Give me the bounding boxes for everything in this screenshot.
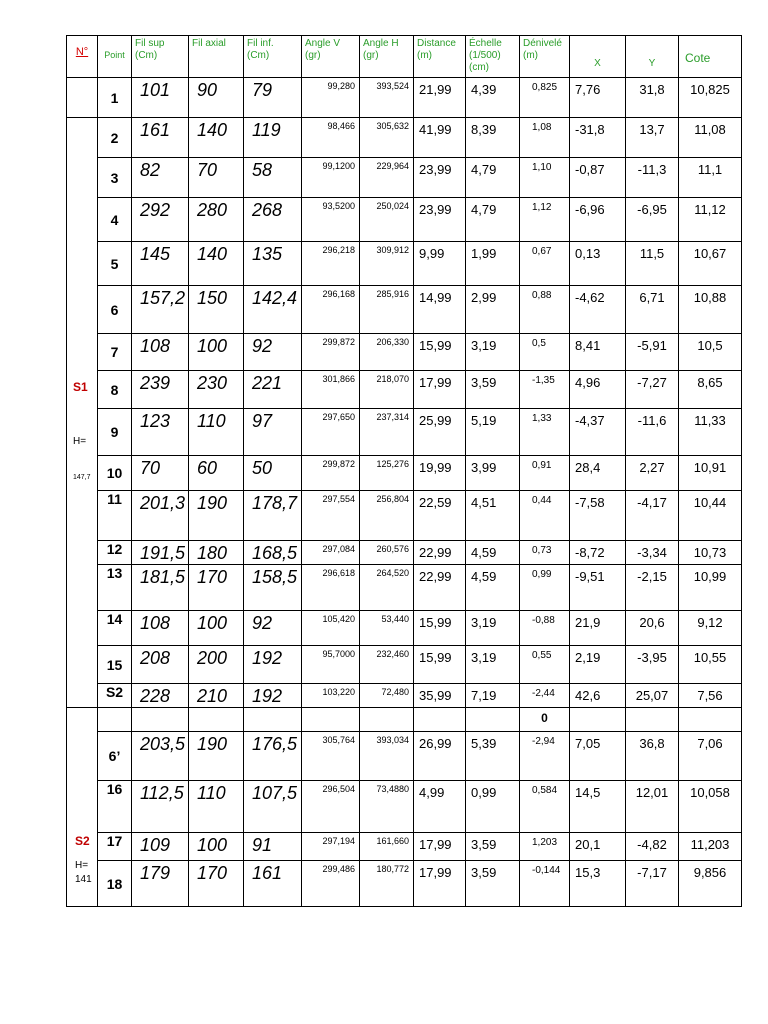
echelle-cell: 8,39 bbox=[466, 118, 520, 158]
distance-cell: 19,99 bbox=[414, 456, 466, 491]
angle-h-cell: 264,520 bbox=[360, 565, 414, 611]
denivele-cell: 0,91 bbox=[520, 456, 570, 491]
fil-sup-cell: 108 bbox=[132, 611, 189, 646]
point-cell: 7 bbox=[98, 334, 132, 371]
distance-cell: 17,99 bbox=[414, 861, 466, 907]
y-cell: -3,34 bbox=[626, 541, 679, 565]
point-cell: 16 bbox=[98, 781, 132, 833]
angle-v-cell: 301,866 bbox=[302, 371, 360, 409]
angle-h-cell: 72,480 bbox=[360, 684, 414, 708]
y-cell: -5,91 bbox=[626, 334, 679, 371]
header-x: X bbox=[570, 36, 626, 78]
fil-inf-cell: 91 bbox=[244, 833, 302, 861]
angle-v-cell: 297,194 bbox=[302, 833, 360, 861]
denivele-cell: 1,08 bbox=[520, 118, 570, 158]
distance-cell: 22,99 bbox=[414, 565, 466, 611]
point-cell: 6’ bbox=[98, 732, 132, 781]
angle-v-cell: 98,466 bbox=[302, 118, 360, 158]
cote-cell: 10,058 bbox=[679, 781, 742, 833]
echelle-cell: 3,19 bbox=[466, 611, 520, 646]
cote-cell: 10,44 bbox=[679, 491, 742, 541]
fil-axial-cell: 230 bbox=[189, 371, 244, 409]
fil-inf-cell: 50 bbox=[244, 456, 302, 491]
fil-axial-cell: 200 bbox=[189, 646, 244, 684]
station-s2-height-label: H= bbox=[75, 859, 89, 871]
y-cell: -4,17 bbox=[626, 491, 679, 541]
fil-axial-cell: 280 bbox=[189, 198, 244, 242]
header-distance: Distance (m) bbox=[414, 36, 466, 78]
echelle-cell: 4,59 bbox=[466, 541, 520, 565]
denivele-cell: -0,88 bbox=[520, 611, 570, 646]
y-cell: -7,17 bbox=[626, 861, 679, 907]
denivele-cell: -2,94 bbox=[520, 732, 570, 781]
cote-cell: 11,1 bbox=[679, 158, 742, 198]
y-cell: 11,5 bbox=[626, 242, 679, 286]
denivele-cell: 1,203 bbox=[520, 833, 570, 861]
y-cell: 2,27 bbox=[626, 456, 679, 491]
cote-cell: 10,99 bbox=[679, 565, 742, 611]
echelle-cell: 3,19 bbox=[466, 646, 520, 684]
empty-cell bbox=[679, 708, 742, 732]
fil-sup-cell: 108 bbox=[132, 334, 189, 371]
point-cell: S2 bbox=[98, 684, 132, 708]
x-cell: 20,1 bbox=[570, 833, 626, 861]
fil-inf-cell: 142,4 bbox=[244, 286, 302, 334]
cote-cell: 11,12 bbox=[679, 198, 742, 242]
table-row bbox=[67, 861, 742, 907]
fil-axial-cell: 140 bbox=[189, 118, 244, 158]
cote-cell: 10,91 bbox=[679, 456, 742, 491]
y-cell: -4,82 bbox=[626, 833, 679, 861]
point-cell: 4 bbox=[98, 198, 132, 242]
angle-v-cell: 296,168 bbox=[302, 286, 360, 334]
angle-v-cell: 296,504 bbox=[302, 781, 360, 833]
x-cell: 21,9 bbox=[570, 611, 626, 646]
fil-axial-cell: 90 bbox=[189, 78, 244, 118]
x-cell: 42,6 bbox=[570, 684, 626, 708]
table-row bbox=[67, 78, 742, 118]
y-cell: 36,8 bbox=[626, 732, 679, 781]
y-cell: -7,27 bbox=[626, 371, 679, 409]
x-cell: 14,5 bbox=[570, 781, 626, 833]
distance-cell: 22,59 bbox=[414, 491, 466, 541]
echelle-cell: 3,59 bbox=[466, 861, 520, 907]
fil-sup-cell: 208 bbox=[132, 646, 189, 684]
table-row bbox=[67, 456, 742, 491]
x-cell: 15,3 bbox=[570, 861, 626, 907]
x-cell: 7,76 bbox=[570, 78, 626, 118]
header-fil-sup: Fil sup (Cm) bbox=[132, 36, 189, 78]
distance-cell: 21,99 bbox=[414, 78, 466, 118]
y-cell: -11,6 bbox=[626, 409, 679, 456]
fil-axial-cell: 170 bbox=[189, 861, 244, 907]
fil-axial-cell: 180 bbox=[189, 541, 244, 565]
angle-h-cell: 232,460 bbox=[360, 646, 414, 684]
echelle-cell: 4,79 bbox=[466, 158, 520, 198]
point-cell: 14 bbox=[98, 611, 132, 646]
angle-v-cell: 99,1200 bbox=[302, 158, 360, 198]
table-row bbox=[67, 198, 742, 242]
denivele-cell: -0,144 bbox=[520, 861, 570, 907]
y-cell: 31,8 bbox=[626, 78, 679, 118]
distance-cell: 15,99 bbox=[414, 334, 466, 371]
echelle-cell: 4,79 bbox=[466, 198, 520, 242]
cote-cell: 9,12 bbox=[679, 611, 742, 646]
angle-h-cell: 73,4880 bbox=[360, 781, 414, 833]
y-cell: -2,15 bbox=[626, 565, 679, 611]
denivele-cell: 0,44 bbox=[520, 491, 570, 541]
empty-cell bbox=[626, 708, 679, 732]
point-cell: 9 bbox=[98, 409, 132, 456]
distance-cell: 17,99 bbox=[414, 371, 466, 409]
fil-sup-cell: 292 bbox=[132, 198, 189, 242]
angle-h-cell: 305,632 bbox=[360, 118, 414, 158]
cote-cell: 10,88 bbox=[679, 286, 742, 334]
fil-inf-cell: 92 bbox=[244, 334, 302, 371]
angle-h-cell: 285,916 bbox=[360, 286, 414, 334]
x-cell: 28,4 bbox=[570, 456, 626, 491]
point-cell: 12 bbox=[98, 541, 132, 565]
angle-h-cell: 256,804 bbox=[360, 491, 414, 541]
cote-cell: 11,08 bbox=[679, 118, 742, 158]
fil-axial-cell: 210 bbox=[189, 684, 244, 708]
denivele-cell: -2,44 bbox=[520, 684, 570, 708]
echelle-cell: 2,99 bbox=[466, 286, 520, 334]
echelle-cell: 3,19 bbox=[466, 334, 520, 371]
header-fil-axial: Fil axial bbox=[189, 36, 244, 78]
y-cell: 25,07 bbox=[626, 684, 679, 708]
fil-sup-cell: 112,5 bbox=[132, 781, 189, 833]
x-cell: 8,41 bbox=[570, 334, 626, 371]
fil-sup-cell: 101 bbox=[132, 78, 189, 118]
angle-h-cell: 250,024 bbox=[360, 198, 414, 242]
distance-cell: 15,99 bbox=[414, 646, 466, 684]
distance-cell: 9,99 bbox=[414, 242, 466, 286]
x-cell: -4,62 bbox=[570, 286, 626, 334]
fil-inf-cell: 221 bbox=[244, 371, 302, 409]
angle-v-cell: 296,618 bbox=[302, 565, 360, 611]
angle-v-cell: 105,420 bbox=[302, 611, 360, 646]
table-row bbox=[67, 409, 742, 456]
fil-inf-cell: 158,5 bbox=[244, 565, 302, 611]
fil-inf-cell: 178,7 bbox=[244, 491, 302, 541]
distance-cell: 23,99 bbox=[414, 158, 466, 198]
echelle-cell: 3,99 bbox=[466, 456, 520, 491]
echelle-cell: 0,99 bbox=[466, 781, 520, 833]
separator-value: 0 bbox=[520, 708, 570, 732]
fil-inf-cell: 92 bbox=[244, 611, 302, 646]
header-row bbox=[67, 36, 742, 78]
header-denivele: Dénivelé (m) bbox=[520, 36, 570, 78]
fil-axial-cell: 140 bbox=[189, 242, 244, 286]
fil-sup-cell: 145 bbox=[132, 242, 189, 286]
table-row bbox=[67, 541, 742, 565]
angle-v-cell: 297,554 bbox=[302, 491, 360, 541]
x-cell: -0,87 bbox=[570, 158, 626, 198]
echelle-cell: 4,39 bbox=[466, 78, 520, 118]
denivele-cell: 0,55 bbox=[520, 646, 570, 684]
fil-axial-cell: 100 bbox=[189, 833, 244, 861]
fil-inf-cell: 168,5 bbox=[244, 541, 302, 565]
fil-axial-cell: 60 bbox=[189, 456, 244, 491]
distance-cell: 17,99 bbox=[414, 833, 466, 861]
fil-sup-cell: 161 bbox=[132, 118, 189, 158]
angle-v-cell: 299,872 bbox=[302, 456, 360, 491]
distance-cell: 23,99 bbox=[414, 198, 466, 242]
denivele-cell: 0,67 bbox=[520, 242, 570, 286]
fil-inf-cell: 79 bbox=[244, 78, 302, 118]
angle-h-cell: 125,276 bbox=[360, 456, 414, 491]
fil-sup-cell: 203,5 bbox=[132, 732, 189, 781]
point-cell: 2 bbox=[98, 118, 132, 158]
separator-row bbox=[67, 708, 742, 732]
fil-sup-cell: 179 bbox=[132, 861, 189, 907]
point-cell: 18 bbox=[98, 861, 132, 907]
echelle-cell: 1,99 bbox=[466, 242, 520, 286]
fil-sup-cell: 82 bbox=[132, 158, 189, 198]
point-cell: 3 bbox=[98, 158, 132, 198]
echelle-cell: 7,19 bbox=[466, 684, 520, 708]
fil-sup-cell: 70 bbox=[132, 456, 189, 491]
x-cell: 2,19 bbox=[570, 646, 626, 684]
table-row bbox=[67, 242, 742, 286]
station-s1-height-value: 147,7 bbox=[73, 474, 91, 481]
angle-v-cell: 95,7000 bbox=[302, 646, 360, 684]
echelle-cell: 4,51 bbox=[466, 491, 520, 541]
table-row bbox=[67, 334, 742, 371]
angle-h-cell: 237,314 bbox=[360, 409, 414, 456]
fil-inf-cell: 135 bbox=[244, 242, 302, 286]
fil-inf-cell: 107,5 bbox=[244, 781, 302, 833]
x-cell: -8,72 bbox=[570, 541, 626, 565]
angle-v-cell: 299,486 bbox=[302, 861, 360, 907]
header-cote: Cote bbox=[679, 36, 742, 78]
fil-axial-cell: 190 bbox=[189, 491, 244, 541]
table-row bbox=[67, 158, 742, 198]
fil-axial-cell: 100 bbox=[189, 334, 244, 371]
x-cell: 0,13 bbox=[570, 242, 626, 286]
cote-cell: 9,856 bbox=[679, 861, 742, 907]
y-cell: -6,95 bbox=[626, 198, 679, 242]
angle-h-cell: 180,772 bbox=[360, 861, 414, 907]
distance-cell: 35,99 bbox=[414, 684, 466, 708]
fil-sup-cell: 239 bbox=[132, 371, 189, 409]
table-row bbox=[67, 833, 742, 861]
fil-axial-cell: 190 bbox=[189, 732, 244, 781]
cote-cell: 10,73 bbox=[679, 541, 742, 565]
empty-cell bbox=[360, 708, 414, 732]
point-cell: 10 bbox=[98, 456, 132, 491]
angle-v-cell: 103,220 bbox=[302, 684, 360, 708]
table-row bbox=[67, 371, 742, 409]
x-cell: -7,58 bbox=[570, 491, 626, 541]
y-cell: 12,01 bbox=[626, 781, 679, 833]
station-s2-label: S2 bbox=[75, 833, 90, 848]
table-row bbox=[67, 646, 742, 684]
empty-cell bbox=[466, 708, 520, 732]
angle-v-cell: 296,218 bbox=[302, 242, 360, 286]
empty-cell bbox=[570, 708, 626, 732]
point-cell: 6 bbox=[98, 286, 132, 334]
table-row bbox=[67, 732, 742, 781]
header-angle-h: Angle H (gr) bbox=[360, 36, 414, 78]
cote-cell: 11,33 bbox=[679, 409, 742, 456]
table-row bbox=[67, 781, 742, 833]
angle-h-cell: 218,070 bbox=[360, 371, 414, 409]
denivele-cell: -1,35 bbox=[520, 371, 570, 409]
fil-inf-cell: 119 bbox=[244, 118, 302, 158]
header-echelle: Échelle (1/500) (cm) bbox=[466, 36, 520, 78]
table-row bbox=[67, 684, 742, 708]
distance-cell: 41,99 bbox=[414, 118, 466, 158]
x-cell: -4,37 bbox=[570, 409, 626, 456]
denivele-cell: 1,12 bbox=[520, 198, 570, 242]
cote-cell: 10,5 bbox=[679, 334, 742, 371]
angle-h-cell: 53,440 bbox=[360, 611, 414, 646]
fil-sup-cell: 109 bbox=[132, 833, 189, 861]
fil-inf-cell: 176,5 bbox=[244, 732, 302, 781]
distance-cell: 4,99 bbox=[414, 781, 466, 833]
cote-cell: 7,06 bbox=[679, 732, 742, 781]
cote-cell: 8,65 bbox=[679, 371, 742, 409]
station-s1-height-label: H= bbox=[73, 436, 87, 447]
fil-inf-cell: 192 bbox=[244, 646, 302, 684]
fil-axial-cell: 110 bbox=[189, 409, 244, 456]
table-row bbox=[67, 286, 742, 334]
station-cell bbox=[67, 732, 98, 907]
empty-cell bbox=[132, 708, 189, 732]
denivele-cell: 1,10 bbox=[520, 158, 570, 198]
fil-sup-cell: 201,3 bbox=[132, 491, 189, 541]
echelle-cell: 3,59 bbox=[466, 371, 520, 409]
angle-h-cell: 206,330 bbox=[360, 334, 414, 371]
point-cell: 5 bbox=[98, 242, 132, 286]
fil-inf-cell: 97 bbox=[244, 409, 302, 456]
angle-h-cell: 393,524 bbox=[360, 78, 414, 118]
angle-v-cell: 297,650 bbox=[302, 409, 360, 456]
fil-sup-cell: 157,2 bbox=[132, 286, 189, 334]
header-y: Y bbox=[626, 36, 679, 78]
table-row bbox=[67, 118, 742, 158]
point-cell: 13 bbox=[98, 565, 132, 611]
empty-cell bbox=[414, 708, 466, 732]
fil-axial-cell: 100 bbox=[189, 611, 244, 646]
point-cell: 17 bbox=[98, 833, 132, 861]
point-cell: 1 bbox=[98, 78, 132, 118]
echelle-cell: 5,39 bbox=[466, 732, 520, 781]
denivele-cell: 0,73 bbox=[520, 541, 570, 565]
y-cell: 20,6 bbox=[626, 611, 679, 646]
angle-v-cell: 93,5200 bbox=[302, 198, 360, 242]
empty-cell bbox=[98, 708, 132, 732]
empty-cell bbox=[189, 708, 244, 732]
fil-axial-cell: 170 bbox=[189, 565, 244, 611]
fil-sup-cell: 191,5 bbox=[132, 541, 189, 565]
empty-cell bbox=[302, 708, 360, 732]
point-cell: 11 bbox=[98, 491, 132, 541]
fil-inf-cell: 192 bbox=[244, 684, 302, 708]
echelle-cell: 4,59 bbox=[466, 565, 520, 611]
cote-cell: 11,203 bbox=[679, 833, 742, 861]
denivele-cell: 0,99 bbox=[520, 565, 570, 611]
station-cell bbox=[67, 118, 98, 708]
denivele-cell: 0,584 bbox=[520, 781, 570, 833]
fil-inf-cell: 268 bbox=[244, 198, 302, 242]
header-point: Point bbox=[98, 36, 132, 78]
point-cell: 15 bbox=[98, 646, 132, 684]
x-cell: 7,05 bbox=[570, 732, 626, 781]
echelle-cell: 5,19 bbox=[466, 409, 520, 456]
fil-sup-cell: 181,5 bbox=[132, 565, 189, 611]
angle-v-cell: 297,084 bbox=[302, 541, 360, 565]
x-cell: -9,51 bbox=[570, 565, 626, 611]
fil-axial-cell: 70 bbox=[189, 158, 244, 198]
distance-cell: 26,99 bbox=[414, 732, 466, 781]
empty-cell bbox=[67, 708, 98, 732]
station-cell bbox=[67, 78, 98, 118]
header-fil-inf: Fil inf. (Cm) bbox=[244, 36, 302, 78]
distance-cell: 22,99 bbox=[414, 541, 466, 565]
y-cell: 13,7 bbox=[626, 118, 679, 158]
x-cell: 4,96 bbox=[570, 371, 626, 409]
header-no: N° bbox=[67, 36, 98, 78]
fil-axial-cell: 150 bbox=[189, 286, 244, 334]
distance-cell: 25,99 bbox=[414, 409, 466, 456]
denivele-cell: 0,825 bbox=[520, 78, 570, 118]
angle-v-cell: 305,764 bbox=[302, 732, 360, 781]
denivele-cell: 1,33 bbox=[520, 409, 570, 456]
y-cell: 6,71 bbox=[626, 286, 679, 334]
table-row bbox=[67, 565, 742, 611]
station-s1-label: S1 bbox=[73, 380, 88, 394]
angle-v-cell: 99,280 bbox=[302, 78, 360, 118]
cote-cell: 10,55 bbox=[679, 646, 742, 684]
table-row bbox=[67, 491, 742, 541]
angle-h-cell: 229,964 bbox=[360, 158, 414, 198]
angle-v-cell: 299,872 bbox=[302, 334, 360, 371]
cote-cell: 10,825 bbox=[679, 78, 742, 118]
distance-cell: 14,99 bbox=[414, 286, 466, 334]
fil-axial-cell: 110 bbox=[189, 781, 244, 833]
survey-table bbox=[66, 35, 742, 907]
fil-sup-cell: 228 bbox=[132, 684, 189, 708]
fil-inf-cell: 161 bbox=[244, 861, 302, 907]
empty-cell bbox=[244, 708, 302, 732]
echelle-cell: 3,59 bbox=[466, 833, 520, 861]
angle-h-cell: 161,660 bbox=[360, 833, 414, 861]
header-angle-v: Angle V (gr) bbox=[302, 36, 360, 78]
denivele-cell: 0,88 bbox=[520, 286, 570, 334]
angle-h-cell: 309,912 bbox=[360, 242, 414, 286]
station-s2-height-value: 141 bbox=[75, 873, 92, 885]
angle-h-cell: 260,576 bbox=[360, 541, 414, 565]
angle-h-cell: 393,034 bbox=[360, 732, 414, 781]
denivele-cell: 0,5 bbox=[520, 334, 570, 371]
x-cell: -31,8 bbox=[570, 118, 626, 158]
distance-cell: 15,99 bbox=[414, 611, 466, 646]
y-cell: -3,95 bbox=[626, 646, 679, 684]
cote-cell: 10,67 bbox=[679, 242, 742, 286]
fil-inf-cell: 58 bbox=[244, 158, 302, 198]
x-cell: -6,96 bbox=[570, 198, 626, 242]
cote-cell: 7,56 bbox=[679, 684, 742, 708]
point-cell: 8 bbox=[98, 371, 132, 409]
table-row bbox=[67, 611, 742, 646]
fil-sup-cell: 123 bbox=[132, 409, 189, 456]
y-cell: -11,3 bbox=[626, 158, 679, 198]
